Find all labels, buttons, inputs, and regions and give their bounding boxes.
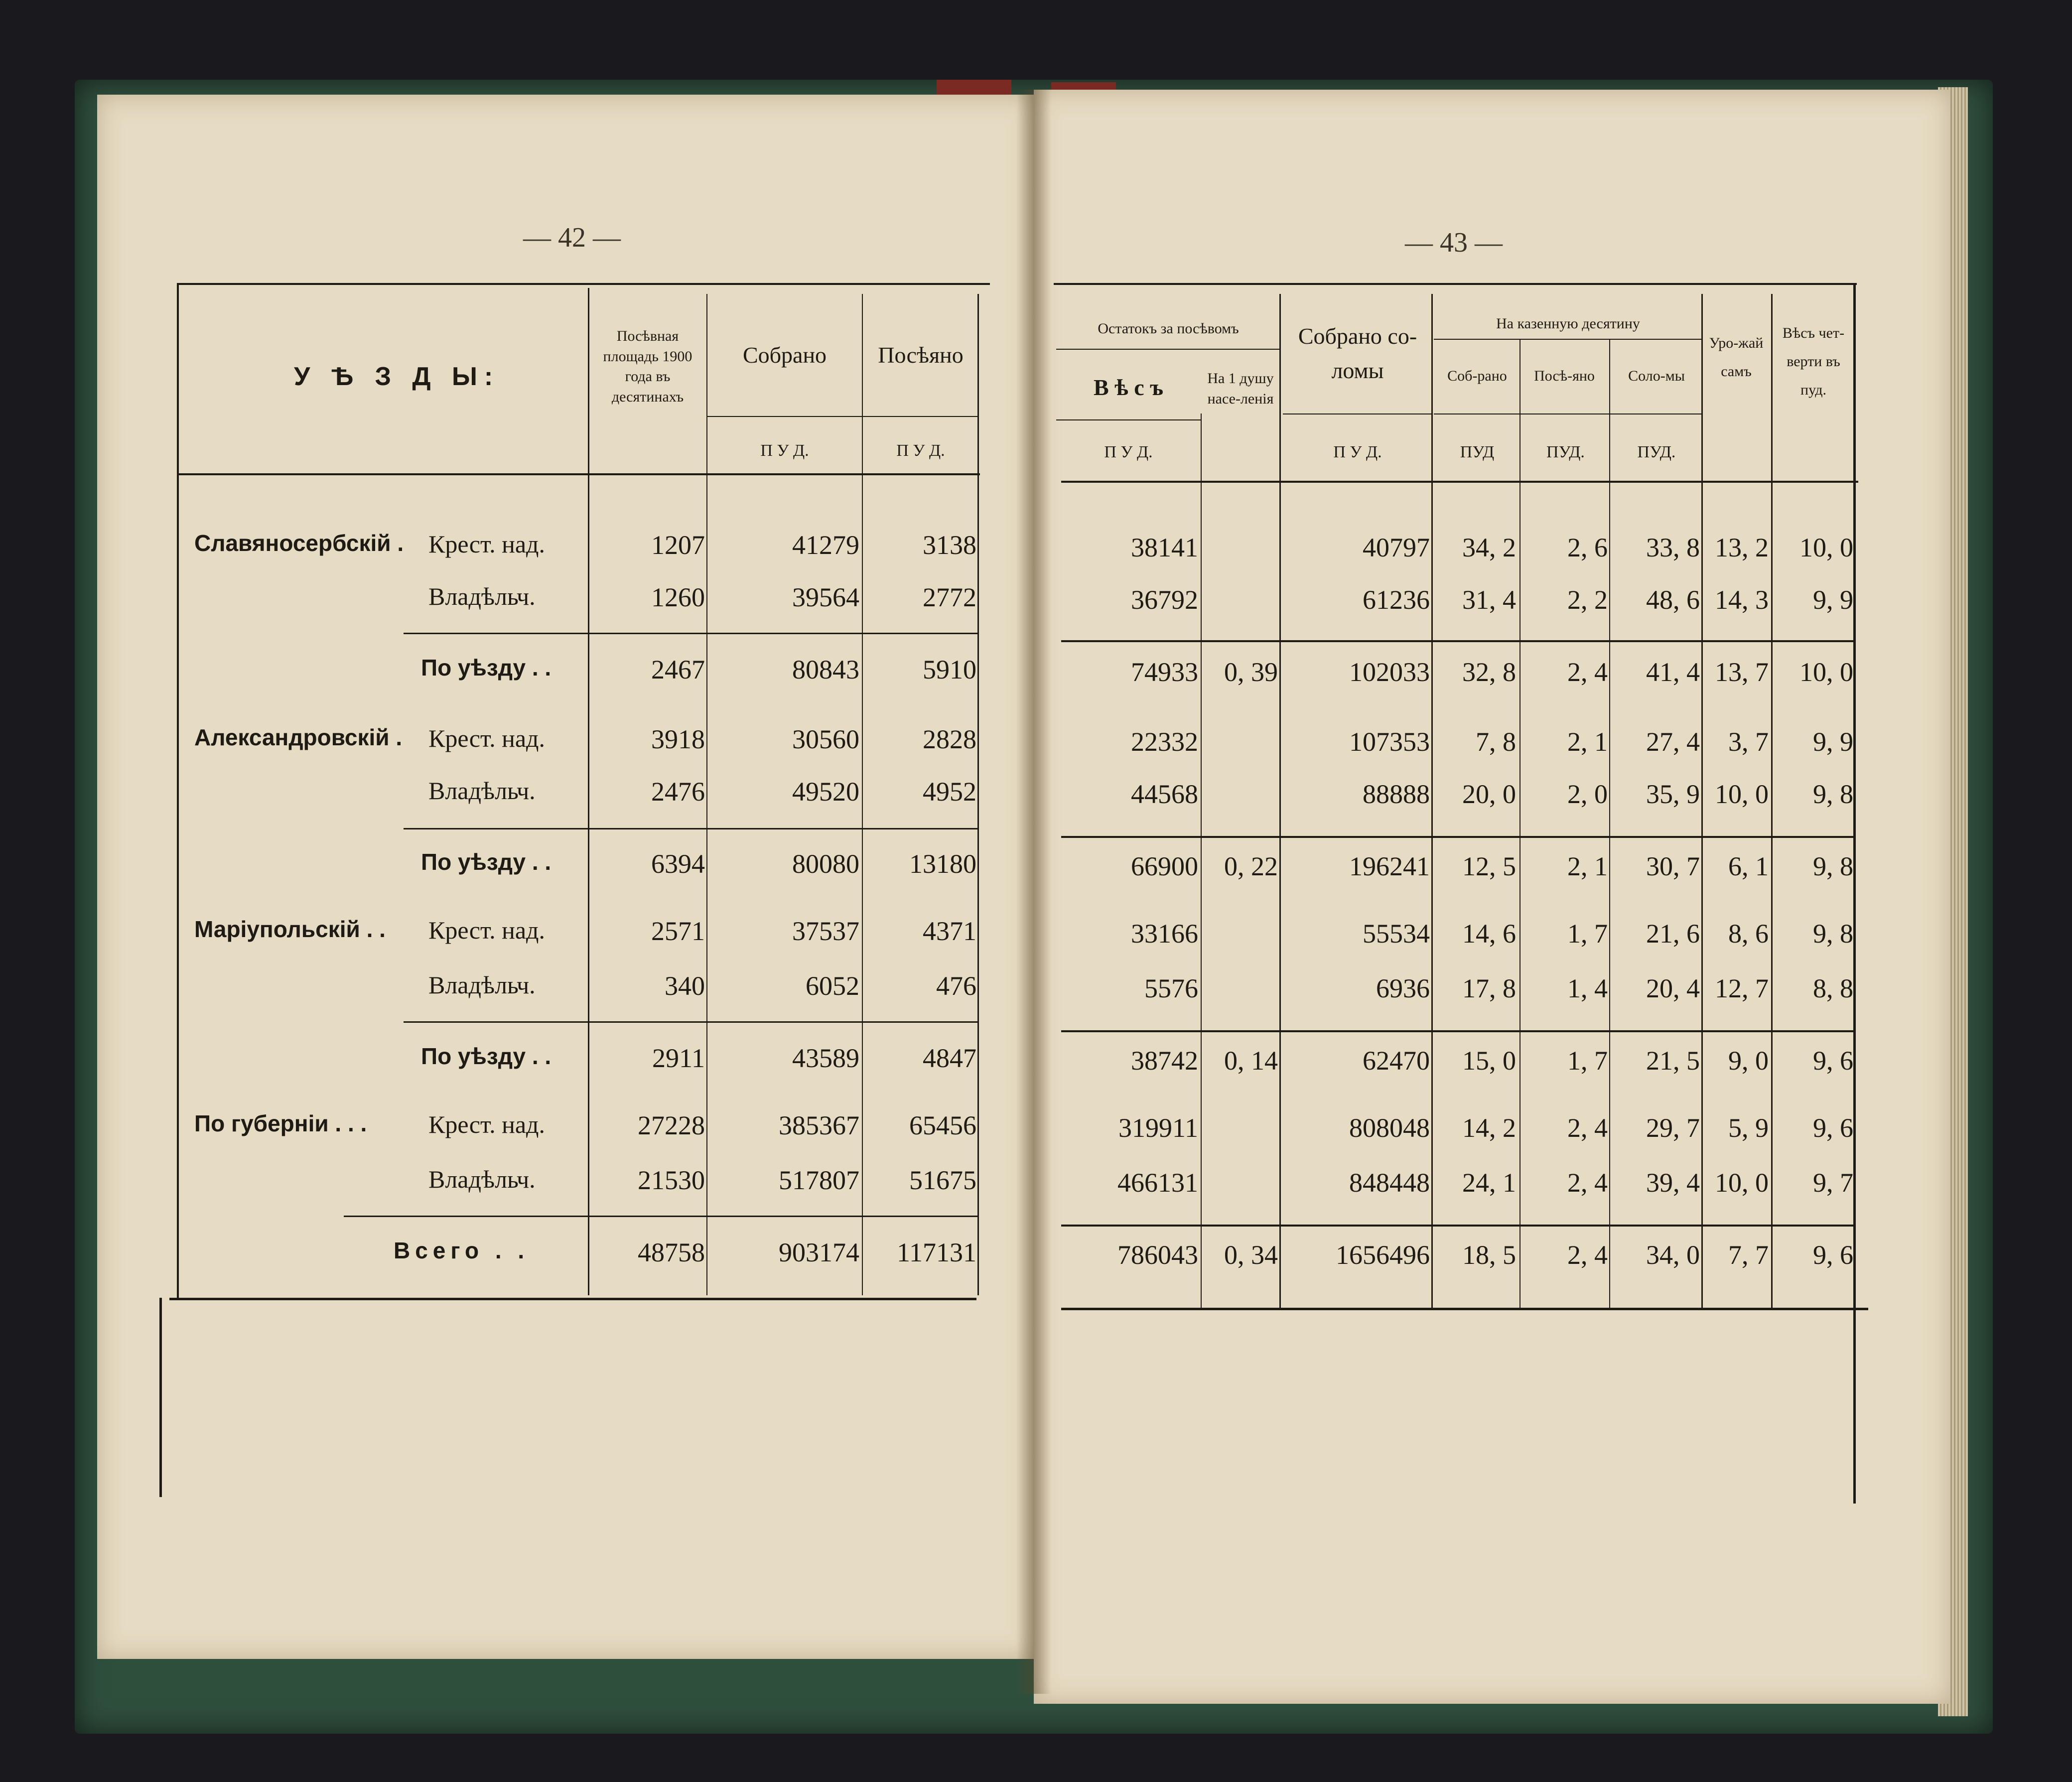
area-cell: 1207 (651, 530, 705, 560)
table-rule (169, 1298, 976, 1300)
quarter-weight-cell: 9, 6 (1813, 1240, 1853, 1270)
sown-header: Посѣяно (878, 342, 964, 368)
district-name: Славяносербскiй . (194, 530, 404, 556)
area-header: Посѣвная площадь 1900 года въ десятинахъ (603, 328, 692, 405)
d-sown-cell: 2, 2 (1567, 585, 1608, 615)
d-collected-cell: 20, 0 (1462, 779, 1516, 809)
straw-cell: 55534 (1363, 919, 1430, 949)
d-straw-cell: 20, 4 (1646, 973, 1700, 1003)
straw-cell: 196241 (1349, 851, 1430, 881)
area-cell: 27228 (638, 1110, 705, 1140)
unit-straw: П У Д. (1333, 443, 1382, 461)
yield-cell: 9, 0 (1728, 1046, 1769, 1076)
d-sown-cell: 2, 6 (1567, 533, 1608, 562)
collected-cell: 80080 (792, 849, 859, 879)
unit-sown: П У Д. (896, 441, 945, 460)
sown-cell: 4371 (923, 916, 976, 946)
quarter-weight-cell: 9, 9 (1813, 727, 1853, 757)
row-label: По уѣзду . . (421, 849, 552, 875)
unit-collected: П У Д. (760, 441, 809, 460)
page-number-right: — 43 — (1405, 227, 1503, 258)
quarter-weight-cell: 9, 8 (1813, 919, 1853, 949)
table-rule (1061, 1030, 1856, 1032)
weight-cell: 5576 (1144, 973, 1198, 1003)
table-rule (1054, 283, 1857, 285)
collected-cell: 6052 (806, 971, 859, 1001)
sown-cell: 51675 (909, 1165, 976, 1195)
yield-cell: 7, 7 (1728, 1240, 1769, 1270)
row-label: Всего . . (394, 1237, 530, 1263)
remainder-header: Остатокъ за посѣвомъ (1098, 320, 1239, 337)
straw-cell: 808048 (1349, 1113, 1430, 1143)
districts-header: У Ѣ З Д Ы: (294, 362, 500, 391)
table-rule (1061, 640, 1856, 642)
quarter-weight-cell: 9, 9 (1813, 585, 1853, 615)
row-label: Крест. над. (428, 916, 545, 944)
per-soul-cell: 0, 22 (1224, 851, 1278, 881)
table-rule (1061, 1225, 1856, 1227)
district-name: Александровскiй . (194, 724, 403, 750)
yield-cell: 5, 9 (1728, 1113, 1769, 1143)
yield-cell: 10, 0 (1715, 779, 1769, 809)
quarter-weight-cell: 10, 0 (1799, 533, 1853, 562)
quarter-weight-cell: 9, 8 (1813, 851, 1853, 881)
row-label: Крест. над. (428, 724, 545, 752)
per-desyatina-header: На казенную десятину (1496, 315, 1640, 332)
table-rule (1201, 413, 1202, 1308)
quarter-weight-cell: 9, 7 (1813, 1168, 1853, 1198)
d-sown-cell: 2, 1 (1567, 851, 1608, 881)
table-rule (1434, 413, 1703, 414)
table-rule (1609, 339, 1610, 1308)
sown-cell: 4952 (923, 777, 976, 807)
d-collected-cell: 17, 8 (1462, 973, 1516, 1003)
quarter-weight-cell: 9, 6 (1813, 1046, 1853, 1076)
table-rule (1061, 481, 1858, 483)
table-rule (177, 473, 980, 475)
d-straw-cell: 33, 8 (1646, 533, 1700, 562)
yield-cell: 12, 7 (1715, 973, 1769, 1003)
quarter-weight-cell: 9, 6 (1813, 1113, 1853, 1143)
d-collected-cell: 18, 5 (1462, 1240, 1516, 1270)
straw-cell: 61236 (1363, 585, 1430, 615)
d-collected-cell: 12, 5 (1462, 851, 1516, 881)
d-straw-cell: 21, 5 (1646, 1046, 1700, 1076)
row-label: Крест. над. (428, 1110, 545, 1138)
quarter-weight-cell: 10, 0 (1799, 657, 1853, 687)
collected-cell: 903174 (779, 1237, 859, 1267)
collected-cell: 385367 (779, 1110, 859, 1140)
yield-cell: 14, 3 (1715, 585, 1769, 615)
d-collected-cell: 15, 0 (1462, 1046, 1516, 1076)
area-cell: 2571 (651, 916, 705, 946)
straw-cell: 102033 (1349, 657, 1430, 687)
collected-cell: 30560 (792, 724, 859, 754)
table-rule (1434, 339, 1703, 340)
weight-cell: 22332 (1131, 727, 1198, 757)
area-cell: 48758 (638, 1237, 705, 1267)
per-soul-header: На 1 душу насе-ленія (1207, 370, 1274, 407)
d-collected-cell: 14, 2 (1462, 1113, 1516, 1143)
d-straw-cell: 29, 7 (1646, 1113, 1700, 1143)
straw-header: Собрано со-ломы (1298, 323, 1417, 383)
area-cell: 1260 (651, 582, 705, 612)
unit-d3: ПУД. (1637, 443, 1676, 461)
d-straw-header: Соло-мы (1628, 368, 1685, 384)
area-cell: 2467 (651, 655, 705, 685)
collected-cell: 49520 (792, 777, 859, 807)
page-number-left: — 42 — (523, 222, 621, 253)
quarter-weight-cell: 9, 8 (1813, 779, 1853, 809)
sown-cell: 2772 (923, 582, 976, 612)
d-straw-cell: 27, 4 (1646, 727, 1700, 757)
area-cell: 340 (665, 971, 705, 1001)
table-rule (1061, 836, 1856, 838)
district-name: По губернiи . . . (194, 1110, 367, 1136)
d-collected-cell: 7, 8 (1476, 727, 1516, 757)
collected-cell: 517807 (779, 1165, 859, 1195)
weight-cell: 786043 (1117, 1240, 1198, 1270)
weight-header: В ѣ с ъ (1093, 375, 1164, 400)
area-cell: 21530 (638, 1165, 705, 1195)
yield-cell: 10, 0 (1715, 1168, 1769, 1198)
straw-cell: 6936 (1376, 973, 1430, 1003)
quarter-weight-header: Вѣсъ чет-верти въ пуд. (1782, 325, 1845, 398)
weight-cell: 44568 (1131, 779, 1198, 809)
weight-cell: 74933 (1131, 657, 1198, 687)
table-rule (1519, 339, 1520, 1308)
d-sown-cell: 1, 7 (1567, 919, 1608, 949)
d-sown-cell: 2, 4 (1567, 657, 1608, 687)
collected-cell: 41279 (792, 530, 859, 560)
straw-cell: 107353 (1349, 727, 1430, 757)
d-sown-cell: 2, 4 (1567, 1240, 1608, 1270)
area-cell: 2911 (652, 1043, 705, 1073)
table-rule (404, 633, 979, 634)
yield-cell: 3, 7 (1728, 727, 1769, 757)
d-sown-header: Посѣ-яно (1534, 368, 1595, 384)
d-collected-header: Соб-рано (1447, 368, 1507, 384)
collected-header: Собрано (742, 342, 827, 368)
d-collected-cell: 24, 1 (1462, 1168, 1516, 1198)
area-cell: 3918 (651, 724, 705, 754)
table-rule (1283, 413, 1432, 414)
sown-cell: 65456 (909, 1110, 976, 1140)
table-rule (159, 1298, 162, 1497)
d-sown-cell: 1, 4 (1567, 973, 1608, 1003)
quarter-weight-cell: 8, 8 (1813, 973, 1853, 1003)
row-label: Владѣльч. (428, 777, 536, 805)
yield-cell: 8, 6 (1728, 919, 1769, 949)
d-collected-cell: 31, 4 (1462, 585, 1516, 615)
weight-cell: 38141 (1131, 533, 1198, 562)
weight-cell: 66900 (1131, 851, 1198, 881)
d-collected-cell: 34, 2 (1462, 533, 1516, 562)
sown-cell: 476 (936, 971, 976, 1001)
straw-cell: 62470 (1363, 1046, 1430, 1076)
yield-cell: 13, 2 (1715, 533, 1769, 562)
table-rule (177, 283, 179, 1298)
weight-cell: 319911 (1118, 1113, 1198, 1143)
d-straw-cell: 48, 6 (1646, 585, 1700, 615)
area-cell: 2476 (651, 777, 705, 807)
d-sown-cell: 2, 4 (1567, 1168, 1608, 1198)
d-straw-cell: 21, 6 (1646, 919, 1700, 949)
d-collected-cell: 32, 8 (1462, 657, 1516, 687)
weight-cell: 36792 (1131, 585, 1198, 615)
sown-cell: 117131 (897, 1237, 976, 1267)
table-rule (344, 1216, 979, 1217)
per-soul-cell: 0, 34 (1224, 1240, 1278, 1270)
unit-weight: П У Д. (1104, 443, 1153, 461)
d-straw-cell: 30, 7 (1646, 851, 1700, 881)
straw-cell: 1656496 (1336, 1240, 1430, 1270)
table-rule (404, 1021, 979, 1023)
table-rule (707, 416, 979, 417)
bookmark-ribbon (937, 80, 1011, 95)
table-rule (1056, 419, 1201, 420)
row-label: Владѣльч. (428, 971, 536, 999)
row-label: Владѣльч. (428, 1165, 536, 1193)
table-rule (588, 288, 589, 1295)
book-gutter (1016, 90, 1051, 1694)
unit-d1: ПУД (1460, 443, 1495, 461)
yield-cell: 6, 1 (1728, 851, 1769, 881)
d-straw-cell: 35, 9 (1646, 779, 1700, 809)
table-rule (1853, 283, 1856, 1504)
weight-cell: 33166 (1131, 919, 1198, 949)
d-collected-cell: 14, 6 (1462, 919, 1516, 949)
district-name: Марiупольскiй . . (194, 916, 386, 942)
sown-cell: 2828 (923, 724, 976, 754)
table-rule (1279, 294, 1281, 1308)
d-straw-cell: 41, 4 (1646, 657, 1700, 687)
d-sown-cell: 2, 0 (1567, 779, 1608, 809)
table-rule (1061, 1308, 1868, 1310)
unit-d2: ПУД. (1546, 443, 1585, 461)
sown-cell: 13180 (909, 849, 976, 879)
d-sown-cell: 2, 1 (1567, 727, 1608, 757)
area-cell: 6394 (651, 849, 705, 879)
d-straw-cell: 39, 4 (1646, 1168, 1700, 1198)
sown-cell: 3138 (923, 530, 976, 560)
d-straw-cell: 34, 0 (1646, 1240, 1700, 1270)
row-label: Владѣльч. (428, 582, 536, 610)
yield-header: Уро-жай самъ (1709, 335, 1764, 380)
yield-cell: 13, 7 (1715, 657, 1769, 687)
table-rule (1431, 294, 1433, 1308)
sown-cell: 4847 (923, 1043, 976, 1073)
row-label: По уѣзду . . (421, 1043, 552, 1069)
per-soul-cell: 0, 39 (1224, 657, 1278, 687)
weight-cell: 466131 (1117, 1168, 1198, 1198)
per-soul-cell: 0, 14 (1224, 1046, 1278, 1076)
collected-cell: 80843 (792, 655, 859, 685)
straw-cell: 88888 (1363, 779, 1430, 809)
table-rule (404, 828, 979, 829)
table-rule (1056, 349, 1280, 350)
straw-cell: 40797 (1363, 533, 1430, 562)
d-sown-cell: 2, 4 (1567, 1113, 1608, 1143)
straw-cell: 848448 (1349, 1168, 1430, 1198)
d-sown-cell: 1, 7 (1567, 1046, 1608, 1076)
row-label: По уѣзду . . (421, 655, 552, 681)
weight-cell: 38742 (1131, 1046, 1198, 1076)
row-label: Крест. над. (428, 530, 545, 558)
collected-cell: 39564 (792, 582, 859, 612)
collected-cell: 37537 (792, 916, 859, 946)
sown-cell: 5910 (923, 655, 976, 685)
table-rule (177, 283, 990, 285)
collected-cell: 43589 (792, 1043, 859, 1073)
